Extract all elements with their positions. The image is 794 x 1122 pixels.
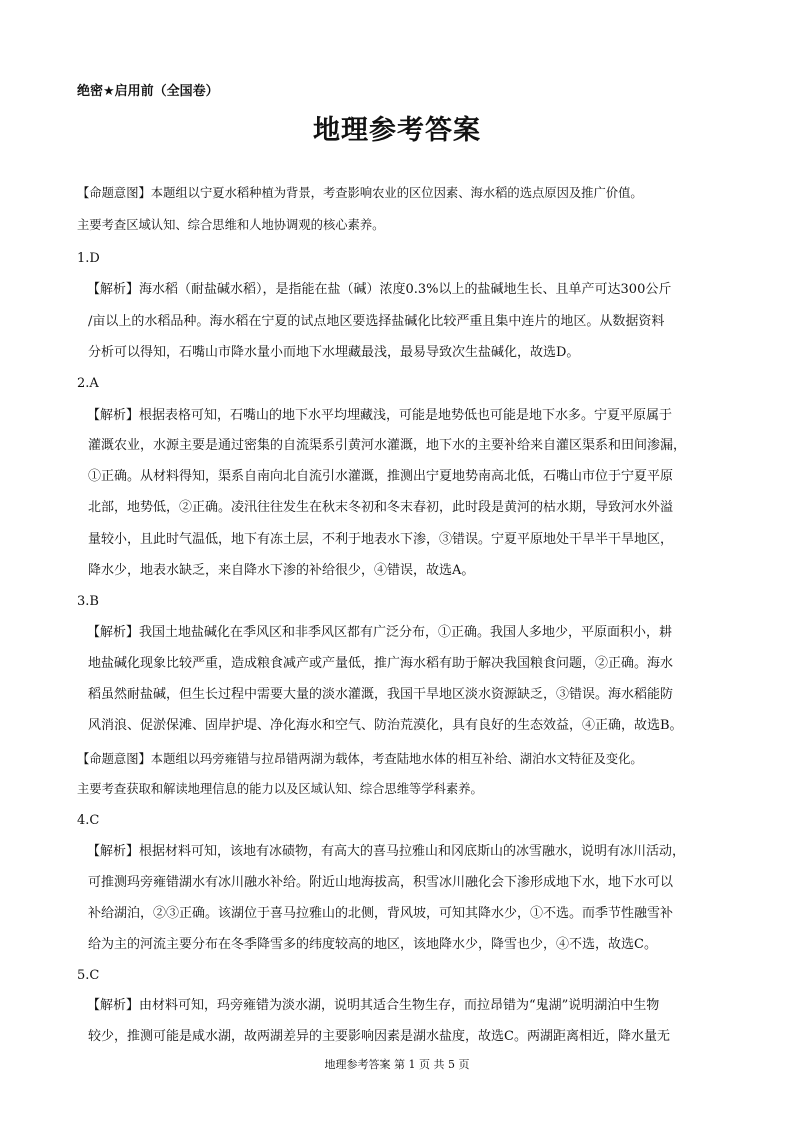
analysis-line: 地盐碱化现象比较严重，造成粮食减产或产量低，推广海水稻有助于解决我国粮食问题，②正确。海水 bbox=[88, 656, 674, 671]
analysis-line: 补给湖泊，②③正确。该湖位于喜马拉雅山的北侧，背风坡，可知其降水少，①不选。而季节性融雪补 bbox=[88, 906, 674, 921]
answer-label: 1.D bbox=[77, 251, 100, 266]
answer-label: 3.B bbox=[77, 594, 99, 609]
analysis-line: 灌溉农业，水源主要是通过密集的自流渠系引黄河水灌溉，地下水的主要补给来自灌区渠系和田间渗漏， bbox=[88, 438, 687, 453]
analysis-line: 【解析】根据表格可知，石嘴山的地下水平均埋藏浅，可能是地势低也可能是地下水多。宁夏平原属于 bbox=[87, 408, 673, 423]
confidentiality-label: 绝密★启用前（全国卷） bbox=[77, 84, 219, 99]
analysis-line: ①正确。从材料得知，渠系自南向北自流引水灌溉，推测出宁夏地势南高北低，石嘴山市位于宁夏平原 bbox=[88, 469, 674, 484]
analysis-line: 【解析】海水稻（耐盐碱水稻），是指能在盐（碱）浓度0.3%以上的盐碱地生长、且单产可达300公斤 bbox=[87, 282, 672, 297]
answer-label: 5.C bbox=[77, 968, 100, 983]
analysis-line: 分析可以得知，石嘴山市降水量小而地下水埋藏最浅，最易导致次生盐碱化，故选D。 bbox=[88, 345, 580, 360]
analysis-line: /亩以上的水稻品种。海水稻在宁夏的试点地区要选择盐碱化比较严重且集中连片的地区。从数据资料 bbox=[88, 314, 665, 329]
analysis-line: 降水少，地表水缺乏，来自降水下渗的补给很少，④错误，故选A。 bbox=[88, 563, 475, 578]
page-footer: 地理参考答案 第 1 页 共 5 页 bbox=[324, 1058, 470, 1071]
analysis-line: 【解析】由材料可知，玛旁雍错为淡水湖，说明其适合生物生存，而拉昂错为“鬼湖”说明湖泊中生物 bbox=[87, 998, 660, 1013]
analysis-line: 风消浪、促淤保滩、固岸护堤、净化海水和空气、防治荒漠化，具有良好的生态效益，④正确，故选B。 bbox=[88, 718, 683, 733]
analysis-line: 稻虽然耐盐碱，但生长过程中需要大量的淡水灌溉，我国干旱地区淡水资源缺乏，③错误。海水稻能防 bbox=[88, 687, 674, 702]
intent-line: 【命题意图】本题组以宁夏水稻种植为背景，考查影响农业的区位因素、海水稻的选点原因及推广价值。 bbox=[77, 186, 643, 200]
intent-line: 主要考查区域认知、综合思维和人地协调观的核心素养。 bbox=[77, 218, 385, 232]
intent-line: 【命题意图】本题组以玛旁雍错与拉昂错两湖为载体，考查陆地水体的相互补给、湖泊水文特征及变化。 bbox=[77, 752, 643, 766]
analysis-line: 可推测玛旁雍错湖水有冰川融水补给。附近山地海拔高，积雪冰川融化会下渗形成地下水，地下水可以 bbox=[88, 875, 674, 890]
answer-label: 4.C bbox=[77, 813, 100, 828]
analysis-line: 北部，地势低，②正确。凌汛往往发生在秋末冬初和冬末春初，此时段是黄河的枯水期，导致河水外溢 bbox=[88, 500, 674, 515]
analysis-line: 给为主的河流主要分布在冬季降雪多的纬度较高的地区，该地降水少，降雪也少，④不选，故选C。 bbox=[88, 937, 657, 952]
answer-label: 2.A bbox=[77, 376, 99, 391]
intent-line: 主要考查获取和解读地理信息的能力以及区域认知、综合思维等学科素养。 bbox=[77, 782, 483, 796]
document-title: 地理参考答案 bbox=[313, 115, 481, 146]
analysis-line: 【解析】根据材料可知，该地有冰碛物，有高大的喜马拉雅山和冈底斯山的冰雪融水，说明有冰川活动， bbox=[87, 844, 686, 859]
analysis-line: 量较小，且此时气温低，地下有冻土层，不利于地表水下渗，③错误。宁夏平原地处干旱半干旱地区， bbox=[88, 532, 674, 547]
analysis-line: 较少，推测可能是咸水湖，故两湖差异的主要影响因素是湖水盐度，故选C。两湖距离相近，降水量无 bbox=[88, 1029, 670, 1044]
analysis-line: 【解析】我国土地盐碱化在季风区和非季风区都有广泛分布，①正确。我国人多地少，平原面积小，耕 bbox=[87, 625, 673, 640]
